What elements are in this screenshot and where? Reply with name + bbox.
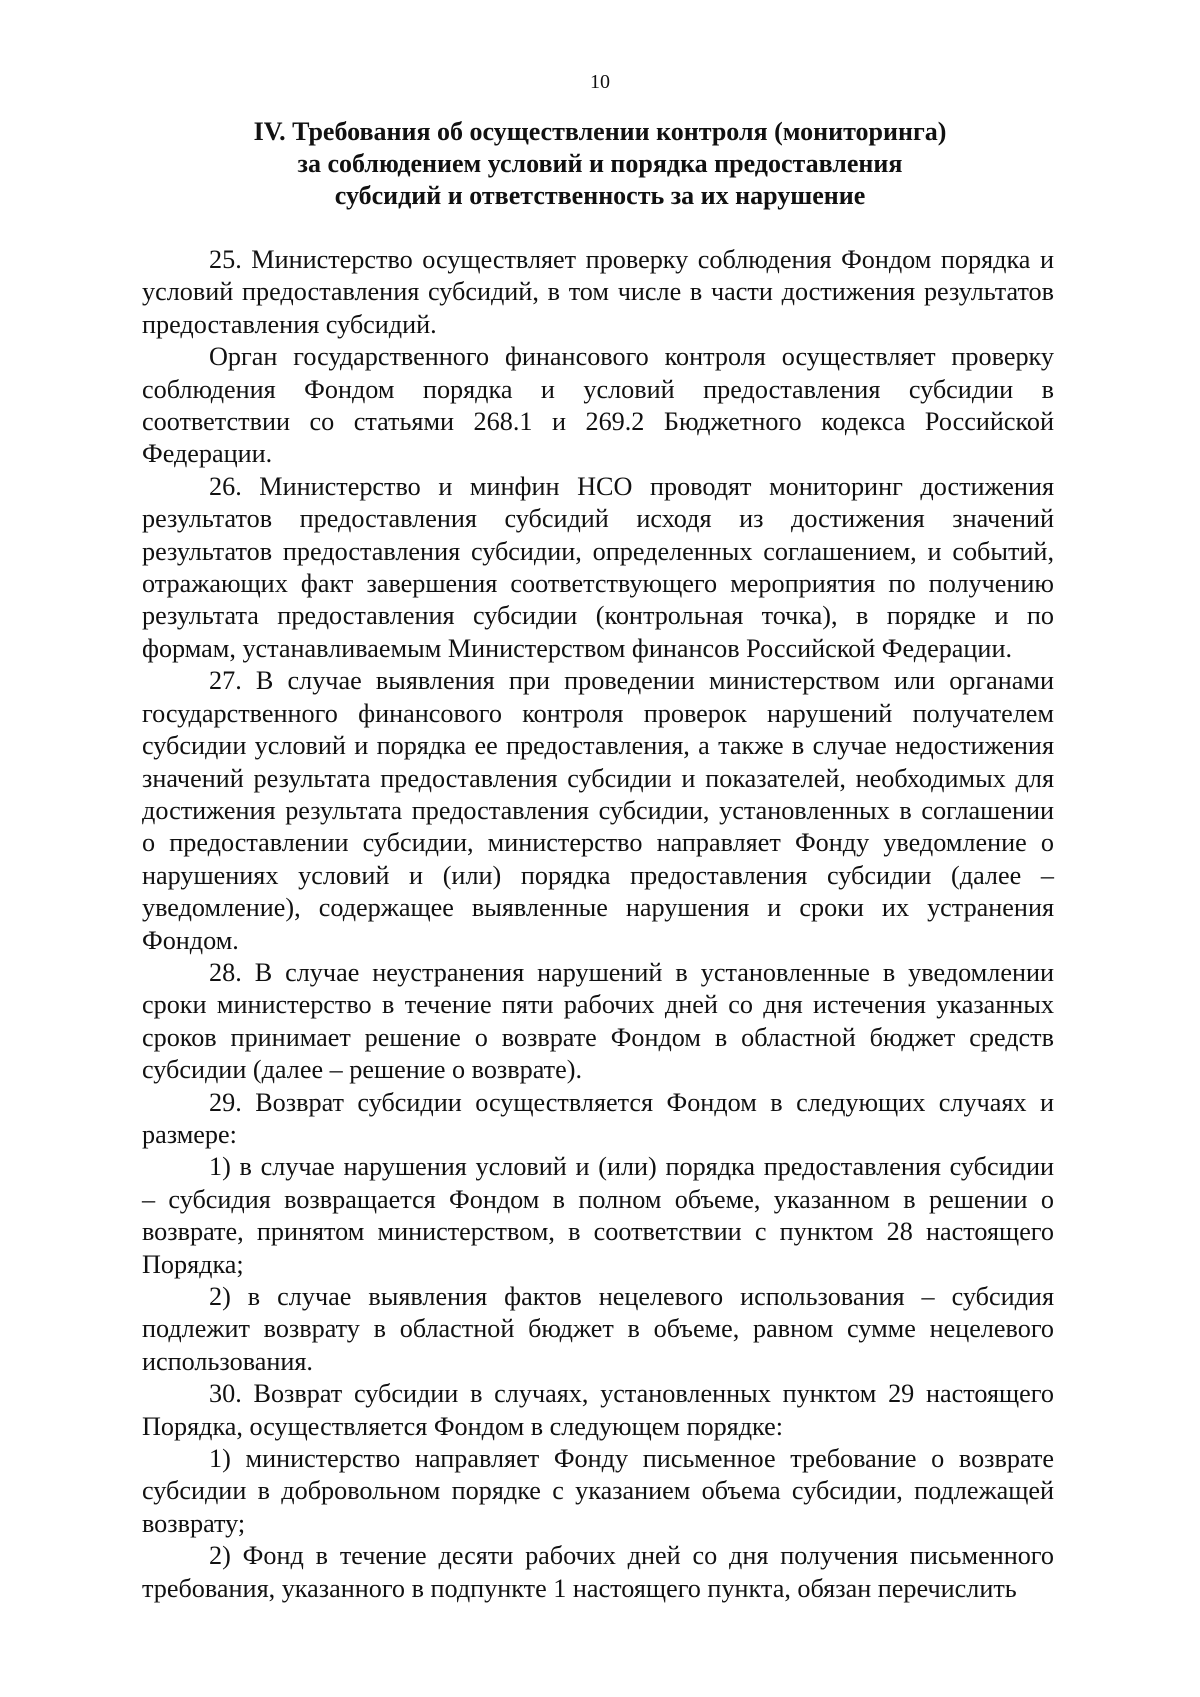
section-heading-line: субсидий и ответственность за их нарушение (334, 181, 866, 210)
paragraph-30-item-1: 1) министерство направляет Фонду письменное требование о возврате субсидии в добровольном порядке с указанием объема субсидии, подлежащей возврату; (142, 1444, 1054, 1538)
section-heading-line: IV. Требования об осуществлении контроля (мониторинга) (253, 117, 947, 146)
paragraph-29-item-2: 2) в случае выявления фактов нецелевого использования – субсидия подлежит возврату в областной бюджет в объеме, равном сумме нецелевого использования. (142, 1282, 1054, 1376)
document-body (142, 244, 1054, 1605)
paragraph-26: 26. Министерство и минфин НСО проводят мониторинг достижения результатов предоставления субсидий исходя из достижения значений результатов предоставления субсидии, определенных соглашением, и событий, отражающих факт завершения соответствующего мероприятия по получению результата предоставления субсидии (контрольная точка), в порядке и по формам, устанавливаемым Министерством финансов Российской Федерации. (142, 471, 1054, 663)
paragraph-29-item-1: 1) в случае нарушения условий и (или) порядка предоставления субсидии – субсидия возвращается Фондом в полном объеме, указанном в решении о возврате, принятом министерством, в соответствии с пунктом 28 настоящего Порядка; (142, 1152, 1054, 1279)
paragraph-25-control-body: Орган государственного финансового контроля осуществляет проверку соблюдения Фондом порядка и условий предоставления субсидии в соответствии со статьями 268.1 и 269.2 Бюджетного кодекса Российской Федерации. (142, 342, 1054, 469)
paragraph-30-item-2: 2) Фонд в течение десяти рабочих дней со дня получения письменного требования, указанного в подпункте 1 настоящего пункта, обязан перечислить (142, 1541, 1054, 1603)
paragraph-27: 27. В случае выявления при проведении министерством или органами государственного финансового контроля проверок нарушений получателем субсидии условий и порядка ее предоставления, а также в случае недостижения значений результата предоставления субсидии и показателей, необходимых для достижения результата предоставления субсидии, установленных в соглашении о предоставлении субсидии, министерство направляет Фонду уведомление о нарушениях условий и (или) порядка предоставления субсидии (далее – уведомление), содержащее выявленные нарушения и сроки их устранения Фондом. (142, 666, 1054, 955)
paragraph-28: 28. В случае неустранения нарушений в установленные в уведомлении сроки министерство в течение пяти рабочих дней со дня истечения указанных сроков принимает решение о возврате Фондом в областной бюджет средств субсидии (далее – решение о возврате). (142, 957, 1054, 1085)
section-heading (140, 116, 1060, 212)
page-number: 10 (590, 71, 610, 93)
paragraph-29: 29. Возврат субсидии осуществляется Фондом в следующих случаях и размере: (142, 1087, 1054, 1149)
paragraph-25: 25. Министерство осуществляет проверку соблюдения Фондом порядка и условий предоставления субсидий, в том числе в части достижения результатов предоставления субсидий. (142, 245, 1054, 339)
paragraph-30: 30. Возврат субсидии в случаях, установленных пунктом 29 настоящего Порядка, осуществляется Фондом в следующем порядке: (142, 1379, 1054, 1441)
section-heading-line: за соблюдением условий и порядка предоставления (297, 149, 903, 178)
